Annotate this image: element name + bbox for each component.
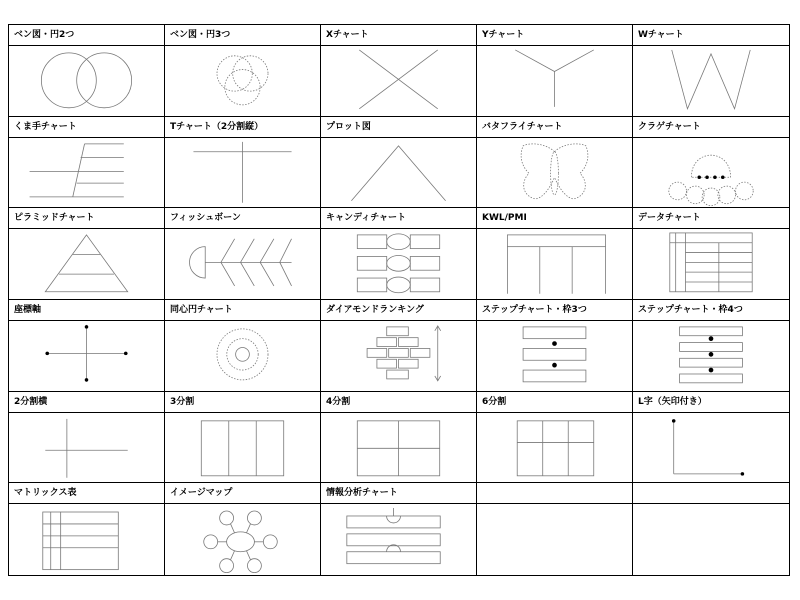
cell-label: くま手チャート — [9, 117, 164, 138]
cell-split-4 — [321, 392, 477, 484]
concentric-chart-icon — [165, 321, 320, 391]
cell-y-chart — [477, 25, 633, 117]
cell-split-2-horizontal — [9, 392, 165, 484]
cell-empty-cell-30 — [633, 483, 789, 575]
cell-l-shape-arrow — [633, 392, 789, 484]
venn-two-circles-icon — [9, 46, 164, 116]
cell-label: L字（矢印付き） — [633, 392, 789, 413]
cell-t-chart — [165, 117, 321, 209]
cell-label: ベン図・円2つ — [9, 25, 164, 46]
cell-matrix-table — [9, 483, 165, 575]
rake-chart-icon — [9, 138, 164, 208]
cell-split-3 — [165, 392, 321, 484]
cell-label: Xチャート — [321, 25, 476, 46]
w-chart-icon — [633, 46, 789, 116]
x-chart-icon — [321, 46, 476, 116]
t-chart-icon — [165, 138, 320, 208]
data-chart-icon — [633, 229, 789, 299]
cell-label: フィッシュボーン — [165, 208, 320, 229]
split-4-icon — [321, 413, 476, 483]
cell-label: 座標軸 — [9, 300, 164, 321]
cell-label: 情報分析チャート — [321, 483, 476, 504]
cell-kwl-pmi-chart — [477, 208, 633, 300]
coordinate-axes-icon — [9, 321, 164, 391]
cell-label: バタフライチャート — [477, 117, 632, 138]
cell-label: キャンディチャート — [321, 208, 476, 229]
l-shape-arrow-icon — [633, 413, 789, 483]
cell-image-map — [165, 483, 321, 575]
plot-chart-icon — [321, 138, 476, 208]
venn-three-circles-icon — [165, 46, 320, 116]
cell-label — [477, 483, 632, 504]
cell-label: 同心円チャート — [165, 300, 320, 321]
cell-label: Yチャート — [477, 25, 632, 46]
cell-rake-chart — [9, 117, 165, 209]
cell-data-chart — [633, 208, 789, 300]
step-chart-4-icon — [633, 321, 789, 391]
cell-plot-chart — [321, 117, 477, 209]
cell-label: KWL/PMI — [477, 208, 632, 229]
cell-label: クラゲチャート — [633, 117, 789, 138]
cell-label: 4分割 — [321, 392, 476, 413]
cell-label: データチャート — [633, 208, 789, 229]
candy-chart-icon — [321, 229, 476, 299]
cell-label — [633, 483, 789, 504]
info-analysis-chart-icon — [321, 504, 476, 575]
fishbone-chart-icon — [165, 229, 320, 299]
y-chart-icon — [477, 46, 632, 116]
split-2-horizontal-icon — [9, 413, 164, 483]
split-3-icon — [165, 413, 320, 483]
cell-coordinate-axes — [9, 300, 165, 392]
diamond-ranking-icon — [321, 321, 476, 391]
cell-label: ダイアモンドランキング — [321, 300, 476, 321]
cell-label: 2分割横 — [9, 392, 164, 413]
cell-x-chart — [321, 25, 477, 117]
cell-empty-cell-29 — [477, 483, 633, 575]
empty-icon — [633, 504, 789, 575]
cell-venn-two-circles — [9, 25, 165, 117]
cell-label: ステップチャート・枠3つ — [477, 300, 632, 321]
jellyfish-chart-icon — [633, 138, 789, 208]
cell-w-chart — [633, 25, 789, 117]
cell-label: ベン図・円3つ — [165, 25, 320, 46]
matrix-table-icon — [9, 504, 164, 575]
cell-step-chart-3 — [477, 300, 633, 392]
cell-diamond-ranking — [321, 300, 477, 392]
cell-label: Wチャート — [633, 25, 789, 46]
thinking-tool-grid — [8, 24, 790, 576]
pyramid-chart-icon — [9, 229, 164, 299]
cell-venn-three-circles — [165, 25, 321, 117]
image-map-icon — [165, 504, 320, 575]
split-6-icon — [477, 413, 632, 483]
cell-butterfly-chart — [477, 117, 633, 209]
cell-label: プロット図 — [321, 117, 476, 138]
butterfly-chart-icon — [477, 138, 632, 208]
cell-label: イメージマップ — [165, 483, 320, 504]
step-chart-3-icon — [477, 321, 632, 391]
cell-info-analysis-chart — [321, 483, 477, 575]
kwl-pmi-chart-icon — [477, 229, 632, 299]
cell-jellyfish-chart — [633, 117, 789, 209]
cell-label: 3分割 — [165, 392, 320, 413]
cell-label: 6分割 — [477, 392, 632, 413]
cell-fishbone-chart — [165, 208, 321, 300]
cell-concentric-chart — [165, 300, 321, 392]
cell-step-chart-4 — [633, 300, 789, 392]
cell-label: ステップチャート・枠4つ — [633, 300, 789, 321]
cell-label: Tチャート（2分割縦） — [165, 117, 320, 138]
cell-split-6 — [477, 392, 633, 484]
cell-label: ピラミッドチャート — [9, 208, 164, 229]
cell-label: マトリックス表 — [9, 483, 164, 504]
cell-candy-chart — [321, 208, 477, 300]
cell-pyramid-chart — [9, 208, 165, 300]
empty-icon — [477, 504, 632, 575]
